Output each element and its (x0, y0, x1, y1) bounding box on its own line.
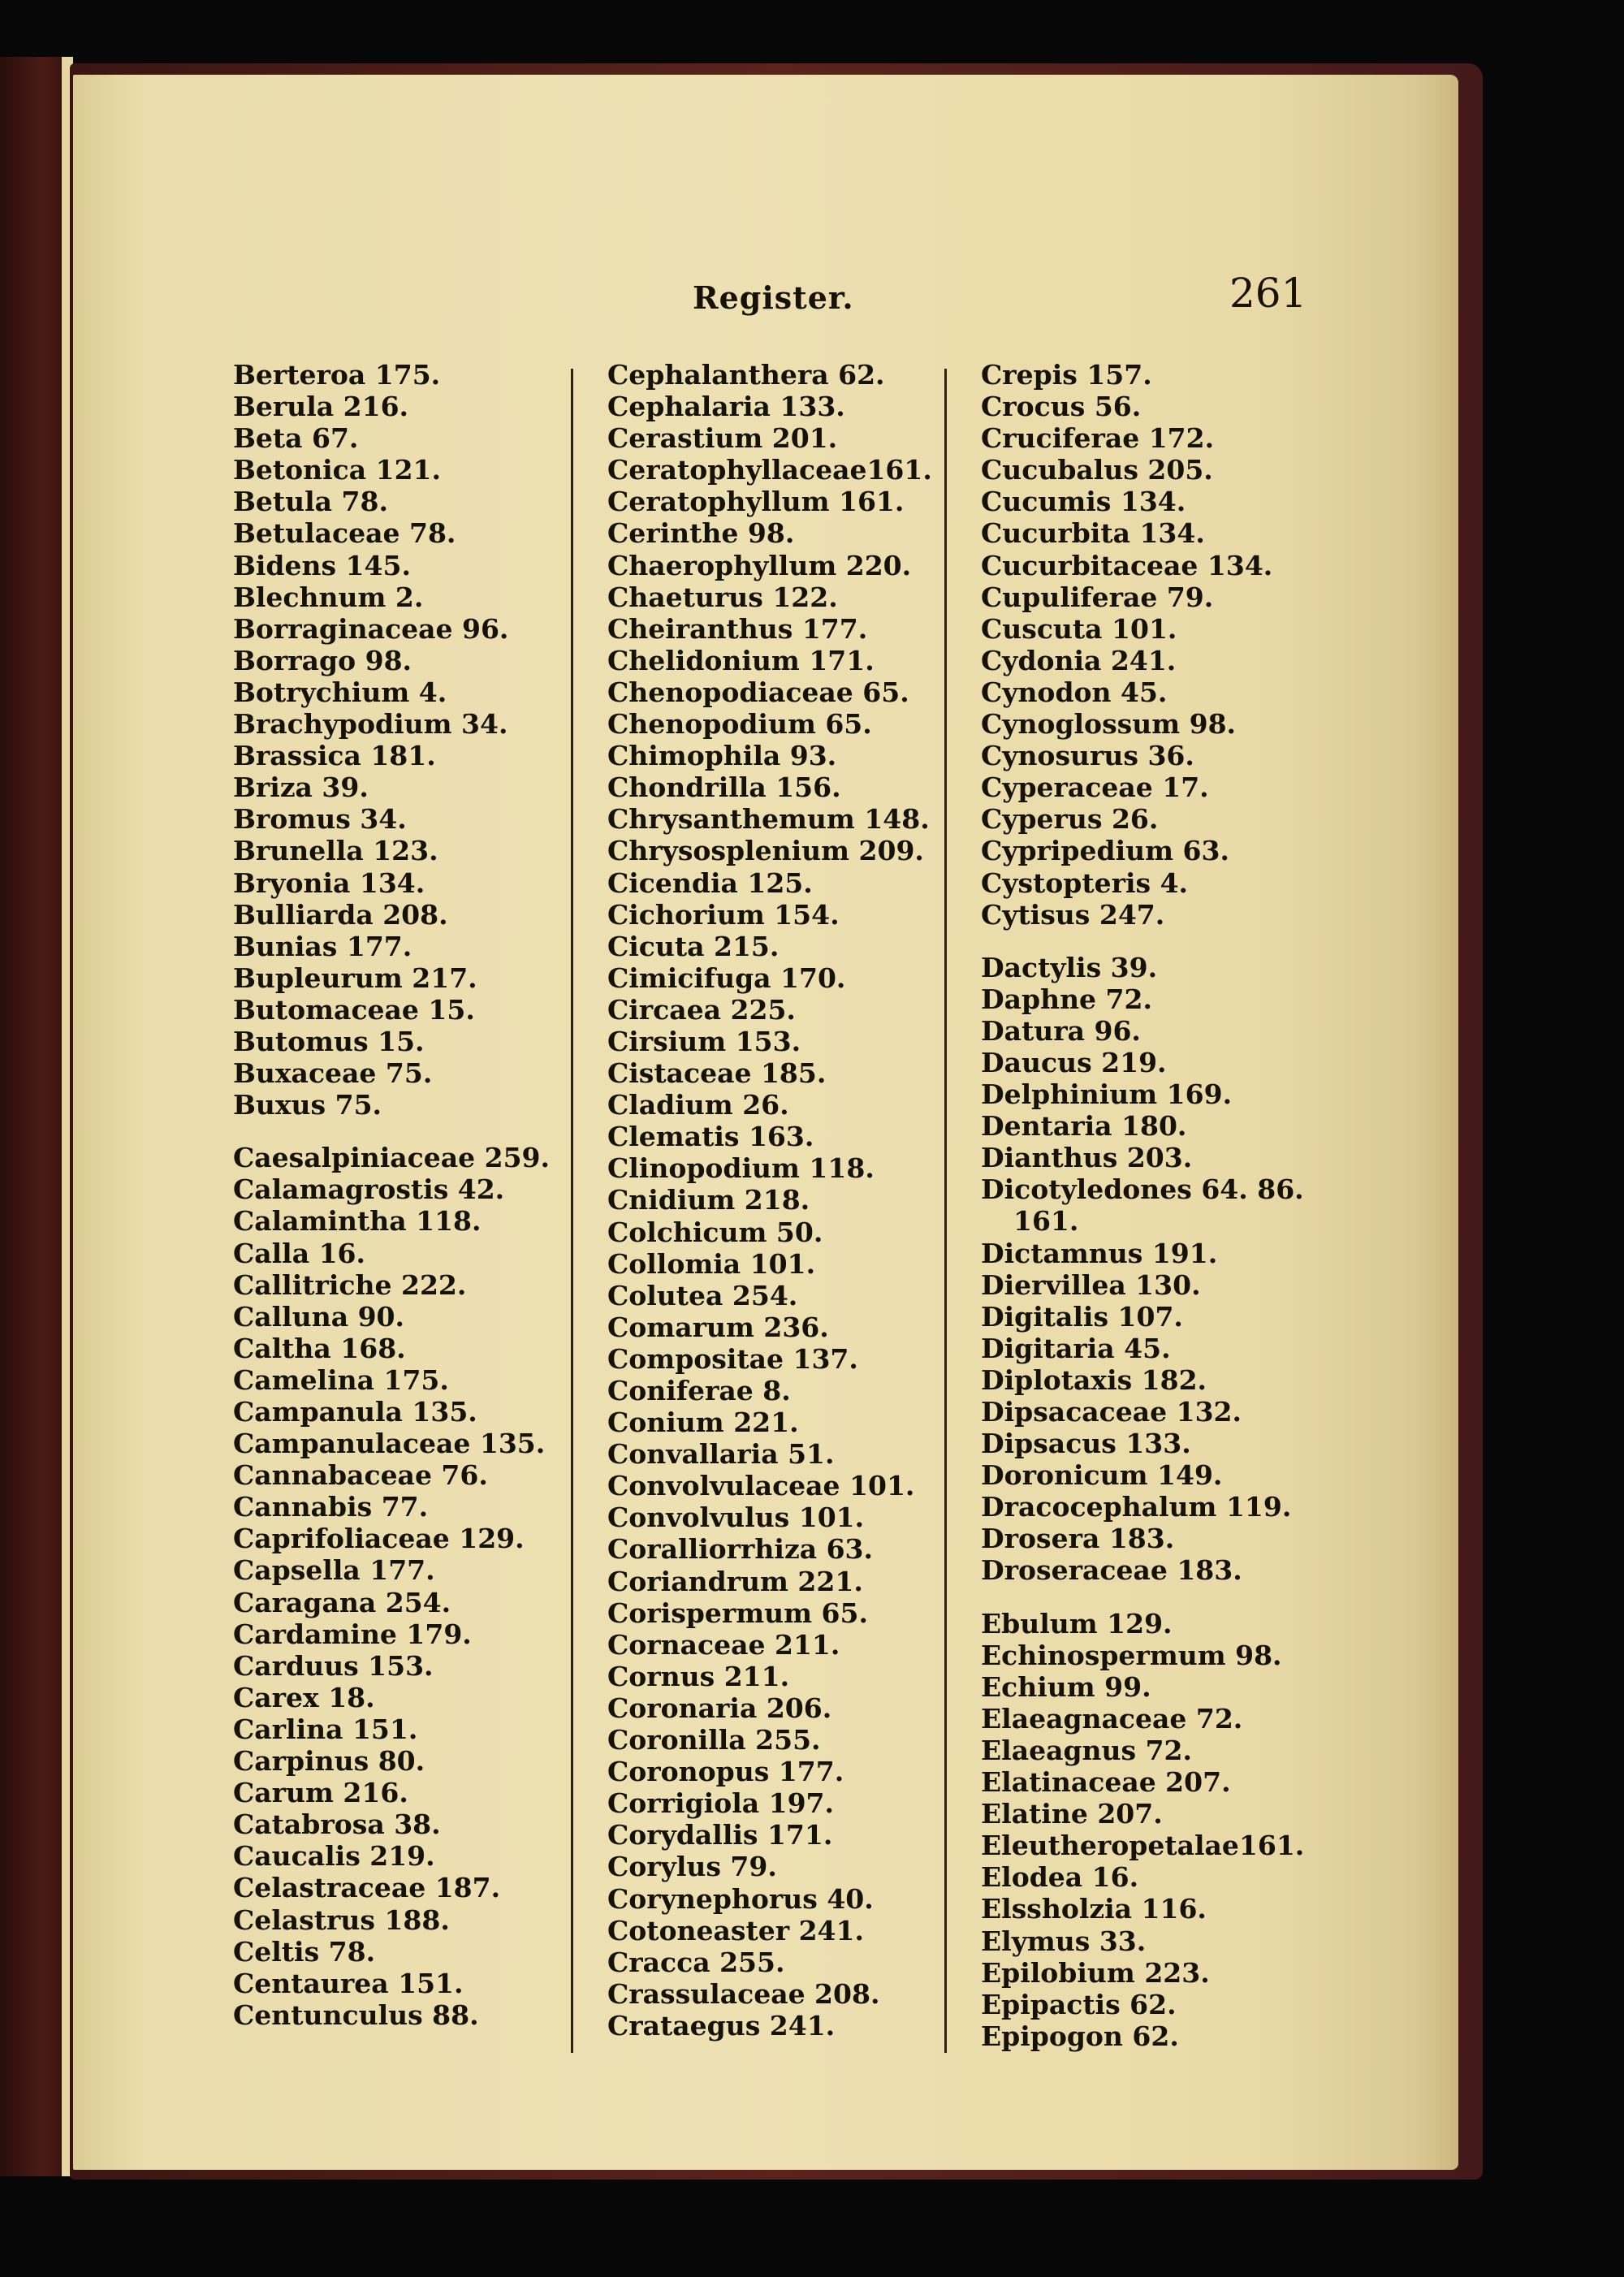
index-entry: Colutea 254. (607, 1279, 798, 1311)
index-entry: Cotoneaster 241. (607, 1914, 864, 1946)
index-entry: Campanula 135. (233, 1396, 477, 1428)
page-header (73, 201, 1458, 317)
index-entry: Compositae 137. (607, 1342, 858, 1375)
index-entry: Digitaria 45. (981, 1332, 1171, 1364)
index-entry: Celastrus 188. (233, 1903, 450, 1936)
index-entry: Corrigiola 197. (607, 1787, 834, 1820)
column-divider (944, 369, 947, 2053)
index-entry: Cephalanthera 62. (607, 359, 885, 391)
index-entry: Cucubalus 205. (981, 454, 1213, 486)
index-entry: Celtis 78. (233, 1935, 376, 1968)
index-entry: Bulliarda 208. (233, 898, 448, 931)
index-entry: Bryonia 134. (233, 866, 425, 899)
index-entry: Cucurbitaceae 134. (981, 549, 1273, 581)
index-entry: Cystopteris 4. (981, 866, 1189, 899)
index-entry: Collomia 101. (607, 1247, 816, 1280)
index-entry: Epilobium 223. (981, 1956, 1210, 1989)
index-entry: Elaeagnus 72. (981, 1734, 1192, 1766)
letter-group-gap (233, 1121, 574, 1142)
index-entry: Betula 78. (233, 486, 388, 518)
index-entry: Elssholzia 116. (981, 1893, 1207, 1925)
index-entry: Carlina 151. (233, 1713, 418, 1745)
index-entry: Dianthus 203. (981, 1142, 1193, 1174)
index-entry: Buxaceae 75. (233, 1057, 433, 1090)
index-entry: Bupleurum 217. (233, 961, 477, 994)
index-entry: Cupuliferae 79. (981, 581, 1214, 613)
index-entry: Cucumis 134. (981, 486, 1186, 518)
index-entry (981, 1173, 1322, 1237)
index-entry: Daucus 219. (981, 1046, 1167, 1078)
index-entry: Corispermum 65. (607, 1596, 868, 1629)
index-entry: Carpinus 80. (233, 1745, 425, 1778)
index-entry: Cyperaceae 17. (981, 771, 1209, 804)
index-column-2 (607, 359, 948, 2042)
index-entry: Diplotaxis 182. (981, 1363, 1207, 1396)
index-entry: Chaerophyllum 220. (607, 549, 912, 581)
index-entry: Cistaceae 185. (607, 1057, 827, 1090)
index-entry: Dictamnus 191. (981, 1237, 1218, 1269)
index-entry: Cydonia 241. (981, 644, 1177, 676)
index-entry: Calla 16. (233, 1237, 366, 1269)
index-entry: Calamagrostis 42. (233, 1173, 505, 1206)
index-entry: Calluna 90. (233, 1300, 404, 1333)
index-entry: Cephalaria 133. (607, 391, 845, 423)
index-entry: Chimophila 93. (607, 740, 837, 772)
index-entry: Cannabis 77. (233, 1491, 429, 1523)
index-entry: Droseraceae 183. (981, 1554, 1242, 1587)
index-column-1 (233, 359, 574, 2031)
index-entry: Cheiranthus 177. (607, 612, 868, 645)
index-entry: Cimicifuga 170. (607, 961, 846, 994)
index-entry: Chrysosplenium 209. (607, 835, 924, 867)
index-column-3 (981, 359, 1322, 2052)
index-entry: Ebulum 129. (981, 1607, 1173, 1640)
index-entry: Buxus 75. (233, 1089, 382, 1121)
index-entry: Diervillea 130. (981, 1268, 1201, 1301)
index-entry: Ceratophyllaceae161. (607, 454, 932, 486)
index-entry: Daphne 72. (981, 983, 1152, 1015)
index-entry: Convolvulaceae 101. (607, 1470, 915, 1502)
index-entry: Callitriche 222. (233, 1268, 467, 1301)
index-entry: Cuscuta 101. (981, 612, 1177, 645)
index-entry: Clinopodium 118. (607, 1152, 875, 1185)
index-entry: Cucurbita 134. (981, 517, 1205, 550)
index-entry: Eleutheropetalae161. (981, 1830, 1305, 1862)
index-entry: Bidens 145. (233, 549, 411, 581)
index-entry: Cynoglossum 98. (981, 708, 1237, 741)
index-entry: Convallaria 51. (607, 1438, 835, 1471)
index-entry: Capsella 177. (233, 1554, 435, 1587)
index-entry-continuation: 161. (1013, 1205, 1079, 1238)
index-entry: Echinospermum 98. (981, 1639, 1282, 1671)
index-entry: Botrychium 4. (233, 676, 447, 708)
index-entry: Crataegus 241. (607, 2009, 836, 2042)
index-entry: Delphinium 169. (981, 1078, 1233, 1111)
index-entry: Cytisus 247. (981, 898, 1165, 931)
index-entry: Cladium 26. (607, 1089, 789, 1121)
index-entry: Cicuta 215. (607, 930, 780, 962)
index-entry: Clematis 163. (607, 1121, 814, 1153)
index-entry: Cerinthe 98. (607, 517, 795, 550)
index-entry: Celastraceae 187. (233, 1872, 501, 1904)
index-entry: Corylus 79. (607, 1851, 777, 1883)
index-entry: Cornus 211. (607, 1660, 790, 1692)
index-entry: Brassica 181. (233, 740, 436, 772)
index-entry: Dactylis 39. (981, 951, 1158, 983)
index-entry: Dracocephalum 119. (981, 1491, 1292, 1523)
index-entry: Cracca 255. (607, 1946, 785, 1978)
index-entry: Colchicum 50. (607, 1216, 823, 1248)
index-entry: Drosera 183. (981, 1523, 1175, 1555)
index-entry: Caltha 168. (233, 1332, 406, 1364)
index-entry: Betonica 121. (233, 454, 442, 486)
index-entry: Coronilla 255. (607, 1724, 821, 1756)
index-entry: Coriandrum 221. (607, 1565, 863, 1597)
index-entry-line: Dicotyledones 64. 86. (981, 1173, 1304, 1206)
index-entry: Cruciferae 172. (981, 422, 1215, 455)
index-entry: Chenopodiaceae 65. (607, 676, 909, 708)
index-entry: Elodea 16. (981, 1861, 1139, 1894)
index-entry: Cnidium 218. (607, 1184, 810, 1216)
index-entry: Cynosurus 36. (981, 740, 1194, 772)
index-entry: Cannabaceae 76. (233, 1459, 488, 1492)
index-entry: Comarum 236. (607, 1311, 829, 1343)
index-entry: Cirsium 153. (607, 1025, 801, 1057)
index-entry: Coniferae 8. (607, 1375, 791, 1406)
index-entry: Cicendia 125. (607, 866, 813, 899)
book-page (73, 75, 1458, 2170)
index-entry: Butomus 15. (233, 1025, 425, 1057)
index-entry: Elatinaceae 207. (981, 1766, 1231, 1799)
index-entry: Cardamine 179. (233, 1618, 472, 1650)
index-entry: Chenopodium 65. (607, 708, 872, 741)
index-entry: Caragana 254. (233, 1586, 451, 1618)
index-entry: Berteroa 175. (233, 359, 441, 391)
index-entry: Centunculus 88. (233, 1998, 479, 2031)
index-entry: Corydallis 171. (607, 1819, 833, 1851)
index-entry: Corynephorus 40. (607, 1882, 874, 1915)
index-entry: Catabrosa 38. (233, 1808, 441, 1841)
index-entry: Echium 99. (981, 1670, 1151, 1703)
index-entry: Circaea 225. (607, 993, 796, 1026)
index-entry: Briza 39. (233, 771, 369, 804)
index-entry: Elaeagnaceae 72. (981, 1702, 1243, 1735)
index-entry: Carduus 153. (233, 1649, 434, 1682)
index-entry: Epipogon 62. (981, 2020, 1179, 2052)
index-entry: Cerastium 201. (607, 422, 838, 455)
index-entry: Camelina 175. (233, 1363, 449, 1396)
index-entry: Cynodon 45. (981, 676, 1168, 708)
index-entry: Campanulaceae 135. (233, 1428, 546, 1460)
index-entry: Bunias 177. (233, 930, 412, 962)
index-entry: Coralliorrhiza 63. (607, 1533, 873, 1566)
index-entry: Elymus 33. (981, 1925, 1147, 1957)
index-entry: Berula 216. (233, 391, 409, 423)
index-entry: Caesalpiniaceae 259. (233, 1142, 550, 1174)
index-entry: Borrago 98. (233, 644, 412, 676)
index-entry: Doronicum 149. (981, 1459, 1223, 1492)
index-entry: Bromus 34. (233, 803, 407, 836)
index-entry: Crepis 157. (981, 359, 1152, 391)
column-divider (571, 369, 573, 2053)
index-entry: Butomaceae 15. (233, 993, 475, 1026)
page-number: 261 (1229, 270, 1307, 317)
index-entry: Caucalis 219. (233, 1840, 435, 1873)
index-entry: Crassulaceae 208. (607, 1977, 880, 2010)
index-entry: Chelidonium 171. (607, 644, 875, 676)
index-entry: Carum 216. (233, 1777, 408, 1809)
index-entry: Coronaria 206. (607, 1692, 832, 1724)
index-entry: Dentaria 180. (981, 1110, 1187, 1143)
index-entry: Cyperus 26. (981, 803, 1159, 836)
index-entry: Calamintha 118. (233, 1205, 482, 1238)
index-entry: Caprifoliaceae 129. (233, 1523, 525, 1555)
letter-group-gap (981, 1587, 1322, 1608)
index-entry: Carex 18. (233, 1681, 375, 1713)
index-entry: Centaurea 151. (233, 1967, 464, 1999)
index-entry: Blechnum 2. (233, 581, 424, 613)
index-entry: Borraginaceae 96. (233, 612, 509, 645)
index-entry: Brunella 123. (233, 835, 438, 867)
letter-group-gap (981, 931, 1322, 952)
index-entry: Epipactis 62. (981, 1988, 1177, 2020)
index-entry: Conium 221. (607, 1406, 799, 1439)
index-entry: Cypripedium 63. (981, 835, 1229, 867)
index-entry: Betulaceae 78. (233, 517, 456, 550)
index-entry: Convolvulus 101. (607, 1501, 865, 1534)
index-entry: Dipsacus 133. (981, 1428, 1191, 1460)
index-entry: Coronopus 177. (607, 1756, 844, 1788)
index-entry: Dipsacaceae 132. (981, 1396, 1242, 1428)
index-entry: Beta 67. (233, 422, 359, 455)
index-entry: Chrysanthemum 148. (607, 803, 930, 836)
index-entry: Ceratophyllum 161. (607, 486, 905, 518)
index-entry: Datura 96. (981, 1014, 1141, 1047)
index-entry: Cichorium 154. (607, 898, 840, 931)
index-entry: Digitalis 107. (981, 1300, 1183, 1333)
index-entry: Chondrilla 156. (607, 771, 841, 804)
running-title: Register. (693, 279, 854, 316)
index-entry: Brachypodium 34. (233, 708, 508, 741)
index-entry: Cornaceae 211. (607, 1628, 840, 1661)
index-entry: Elatine 207. (981, 1798, 1163, 1830)
index-entry: Crocus 56. (981, 391, 1142, 423)
index-entry: Chaeturus 122. (607, 581, 838, 613)
